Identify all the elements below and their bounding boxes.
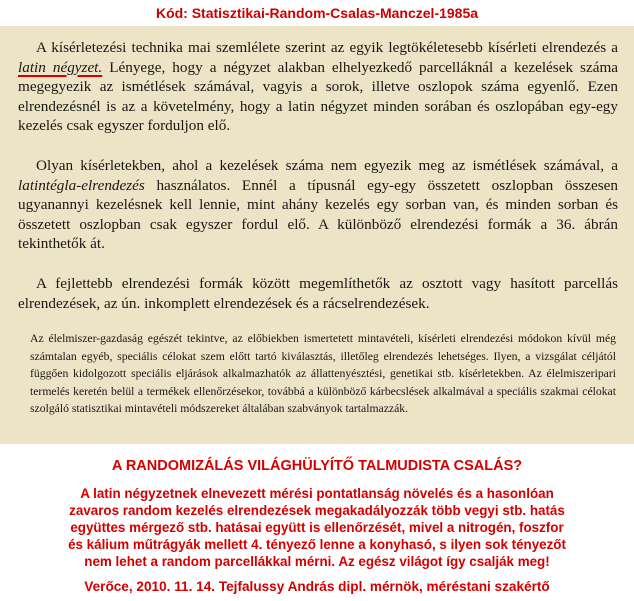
p3-text: A fejlettebb elrendezési formák között megemlíthetők az osztott vagy hasított parcellás elrendezések, az ún. inkomplett elrendezések és a rácselrendezések. [18,275,618,312]
paragraph-food-economy [30,330,616,418]
commentary-line-1: A latin négyzetnek elnevezett mérési pontatlanság növelés és a hasonlóan [80,486,554,501]
commentary-line-4: és kálium műtrágyák mellett 4. tényező lenne a konyhasó, s ilyen sok tényezőt [68,537,566,552]
latin-square-term: latin négyzet. [18,58,103,76]
paragraph-latin-rectangle [18,156,618,254]
paragraph-advanced-layouts [18,274,618,313]
commentary-line-3: együttes mérgező stb. hatásai együtt is ellenőrzését, mivel a nitrogén, foszfor [70,520,564,535]
paragraph-latin-square [18,38,618,136]
document-code-title: Kód: Statisztikai-Random-Csalas-Manczel-1985a [155,5,479,21]
signature-line: Verőce, 2010. 11. 14. Tejfalussy András dipl. mérnök, méréstani szakértő [84,579,550,594]
commentary-headline: A RANDOMIZÁLÁS VILÁGHÜLYÍTŐ TALMUDISTA CSALÁS? [111,458,523,474]
p1-text-a: A kísérletezési technika mai szemlélete szerint az egyik legtökéletesebb kísérleti elrendezés a [36,39,618,56]
p2-text-a: Olyan kísérletekben, ahol a kezelések száma nem egyezik meg az ismétlések számával, a [36,157,618,174]
commentary-line-2: zavaros random kezelés elrendezések megakadályozzák több vegyi stb. hatás [69,503,565,518]
p1-text-b: Lényege, hogy a négyzet alakban elhelyezkedő parcelláknál a kezelések száma megegyezik az ismétlések számával, vagyis a sorok, illetve oszlopok száma egyenlő. Ezen elrendezésnél is az a követelmény, hogy a latin négyzet minden sorában és oszlopában egy-egy kezelés csak egyszer forduljon elő. [18,58,618,135]
scanned-book-page [0,26,634,444]
p4-text: Az élelmiszer-gazdaság egészét tekintve, az előbiekben ismertetett mintavételi, kísérleti elrendezési módokon kívül még számtalan egyéb, speciális célokat szem előtt tartó kiválasztás, illetőleg elrendezés lehetséges. Ilyen, a vizsgálat céljától függően kidolgozott speciális eljárások alkalmazhatók az állattenyésztési, genetikai stb. kísérletekben. Az élelmiszeripari termelés keretén belül a termékek ellenőrzésekor, továbbá a különböző kárbecslések alkalmával a speciális szakmai célokat szolgáló statisztikai mintavételi módszereket általában szabványok tartalmazzák. [30,332,616,415]
commentary-line-5: nem lehet a random parcellákkal mérni. Az egész világot így csalják meg! [84,554,550,569]
p2-text-b: használatos. Ennél a típusnál egy-egy összetett oszlopban összesen ugyanannyi kezelésnek kell lennie, mint ahány kezelés egy sorban van, és minden sorban és összetett oszlopban csak egyszer fordul elő. A különböző elrendezési formák a 36. ábrán tekinthetők át. [18,176,618,253]
latin-rectangle-term: latintégla-elrendezés [18,176,145,194]
